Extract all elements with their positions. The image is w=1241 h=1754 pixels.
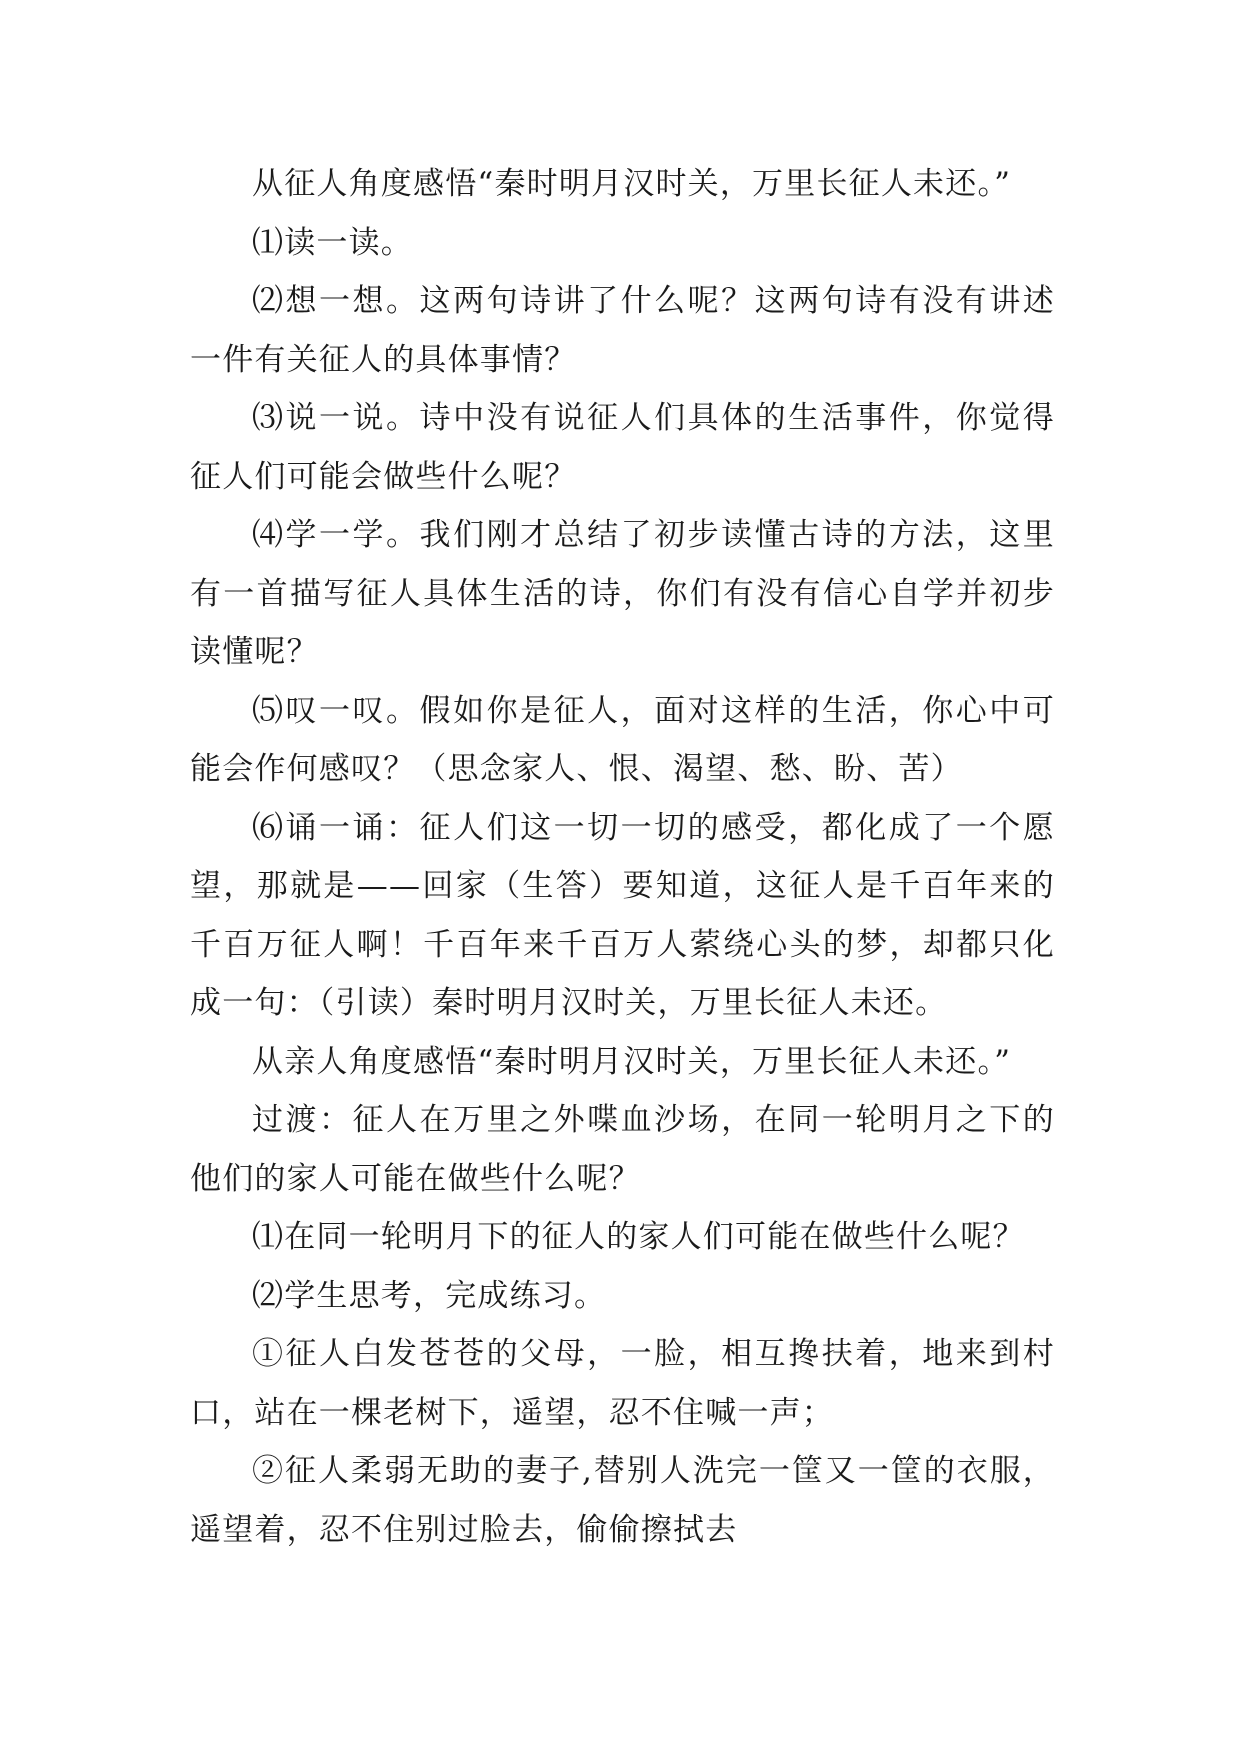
paragraph-exercise-parents: ①征人白发苍苍的父母，一脸，相互搀扶着，地来到村口，站在一棵老树下，遥望，忍不住喊一声； <box>190 1336 1055 1431</box>
paragraph-step-read: ⑴读一读。 <box>252 224 413 261</box>
paragraph-exercise-wife: ②征人柔弱无助的妻子,替别人洗完一筐又一筐的衣服，遥望着，忍不住别过脸去，偷偷擦拭去 <box>190 1453 1055 1548</box>
paragraph-section-title-family: 从亲人角度感悟“秦时明月汉时关，万里长征人未还。” <box>252 1043 1012 1080</box>
paragraph-family-step-2: ⑵学生思考，完成练习。 <box>252 1277 607 1314</box>
paragraph-step-recite: ⑹诵一诵：征人们这一切一切的感受，都化成了一个愿望，那就是——回家（生答）要知道，这征人是千百年来的千百万征人啊！千百年来千百万人萦绕心头的梦，却都只化成一句：（引读）秦时明月汉时关，万里长征人未还。 <box>190 809 1055 1021</box>
document-body <box>190 155 1055 1559</box>
paragraph-step-learn: ⑷学一学。我们刚才总结了初步读懂古诗的方法，这里有一首描写征人具体生活的诗，你们有没有信心自学并初步读懂呢？ <box>190 517 1055 670</box>
paragraph-section-title-soldier: 从征人角度感悟“秦时明月汉时关，万里长征人未还。” <box>252 166 1012 202</box>
paragraph-family-step-1: ⑴在同一轮明月下的征人的家人们可能在做些什么呢？ <box>252 1219 1025 1255</box>
paragraph-transition: 过渡：征人在万里之外喋血沙场，在同一轮明月之下的他们的家人可能在做些什么呢？ <box>190 1102 1055 1197</box>
paragraph-step-think: ⑵想一想。这两句诗讲了什么呢？这两句诗有没有讲述一件有关征人的具体事情？ <box>190 283 1055 378</box>
paragraph-step-sigh: ⑸叹一叹。假如你是征人，面对这样的生活，你心中可能会作何感叹？（思念家人、恨、渴望、愁、盼、苦） <box>190 692 1055 787</box>
paragraph-step-say: ⑶说一说。诗中没有说征人们具体的生活事件，你觉得征人们可能会做些什么呢？ <box>190 400 1055 495</box>
